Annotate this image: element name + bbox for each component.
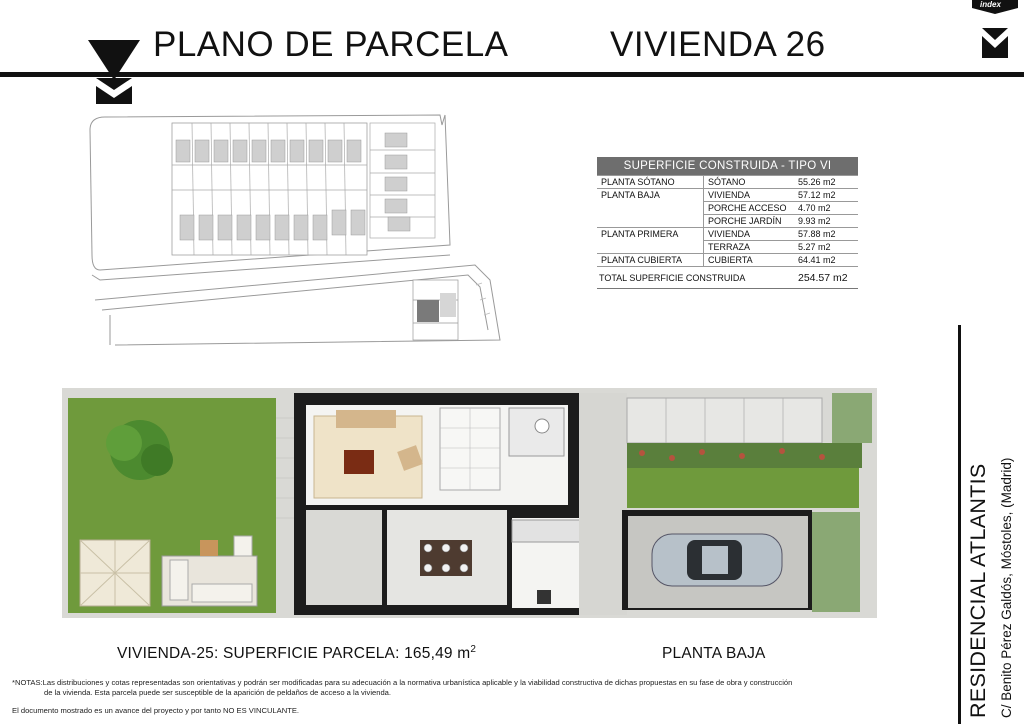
table-row [597,176,858,189]
logo-text: index [980,0,1001,9]
note-line: El documento mostrado es un avance del proyecto y por tanto NO ES VINCULANTE. [12,706,300,715]
floor-label: PLANTA BAJA [597,189,704,202]
area-value: 57.12 m2 [794,189,858,202]
table-row [597,202,858,215]
floor-plan [62,388,877,618]
floor-label: PLANTA CUBIERTA [597,254,704,267]
space-label: VIVIENDA [704,228,795,241]
project-address: C/ Benito Pérez Galdós, Móstoles, (Madrid) [999,457,1014,718]
space-label: TERRAZA [704,241,795,254]
total-label: TOTAL SUPERFICIE CONSTRUIDA [597,267,794,289]
corner-logo [972,0,1018,60]
area-value: 5.27 m2 [794,241,858,254]
page-title: PLANO DE PARCELA [153,25,509,64]
area-value: 4.70 m2 [794,202,858,215]
project-name: RESIDENCIAL ATLANTIS [966,463,990,718]
table-row [597,254,858,267]
header-rule [0,72,1024,77]
area-table [597,157,858,289]
total-row [597,267,858,289]
area-value: 64.41 m2 [794,254,858,267]
parcel-area-label [117,644,476,663]
parcel-area-text: VIVIENDA-25: SUPERFICIE PARCELA: 165,49 m [117,645,471,663]
note-line: de la vivienda. Esta parcela puede ser susceptible de la aparición de peldaños de acceso a la vivienda. [44,688,392,697]
space-label: CUBIERTA [704,254,795,267]
floor-label: PLANTA BAJA [662,645,766,662]
area-value: 57.88 m2 [794,228,858,241]
area-value: 55.26 m2 [794,176,858,189]
area-value: 9.93 m2 [794,215,858,228]
space-label: PORCHE ACCESO [704,202,795,215]
floor-label: PLANTA SÓTANO [597,176,704,189]
table-row [597,241,858,254]
total-value: 254.57 m2 [794,267,858,289]
space-label: VIVIENDA [704,189,795,202]
parcel-area-superscript: 2 [470,644,477,655]
note-line: *NOTAS:Las distribuciones y cotas representadas son orientativas y podrán ser modificadas para su adecuación a la normativa urbanística aplicable y la viabilidad constructiva de dichas propuestas en su fase de obra y construcción [12,678,793,687]
house-title: VIVIENDA 26 [610,25,826,64]
space-label: SÓTANO [704,176,795,189]
floor-label: PLANTA PRIMERA [597,228,704,241]
site-plan [80,105,520,350]
space-label: PORCHE JARDÍN [704,215,795,228]
table-row [597,215,858,228]
index-logo-icon [972,0,1018,60]
area-table-heading: SUPERFICIE CONSTRUIDA - TIPO VI [597,157,858,176]
notes [12,678,912,716]
sidebar-rule [958,325,961,724]
table-row [597,228,858,241]
table-row [597,189,858,202]
